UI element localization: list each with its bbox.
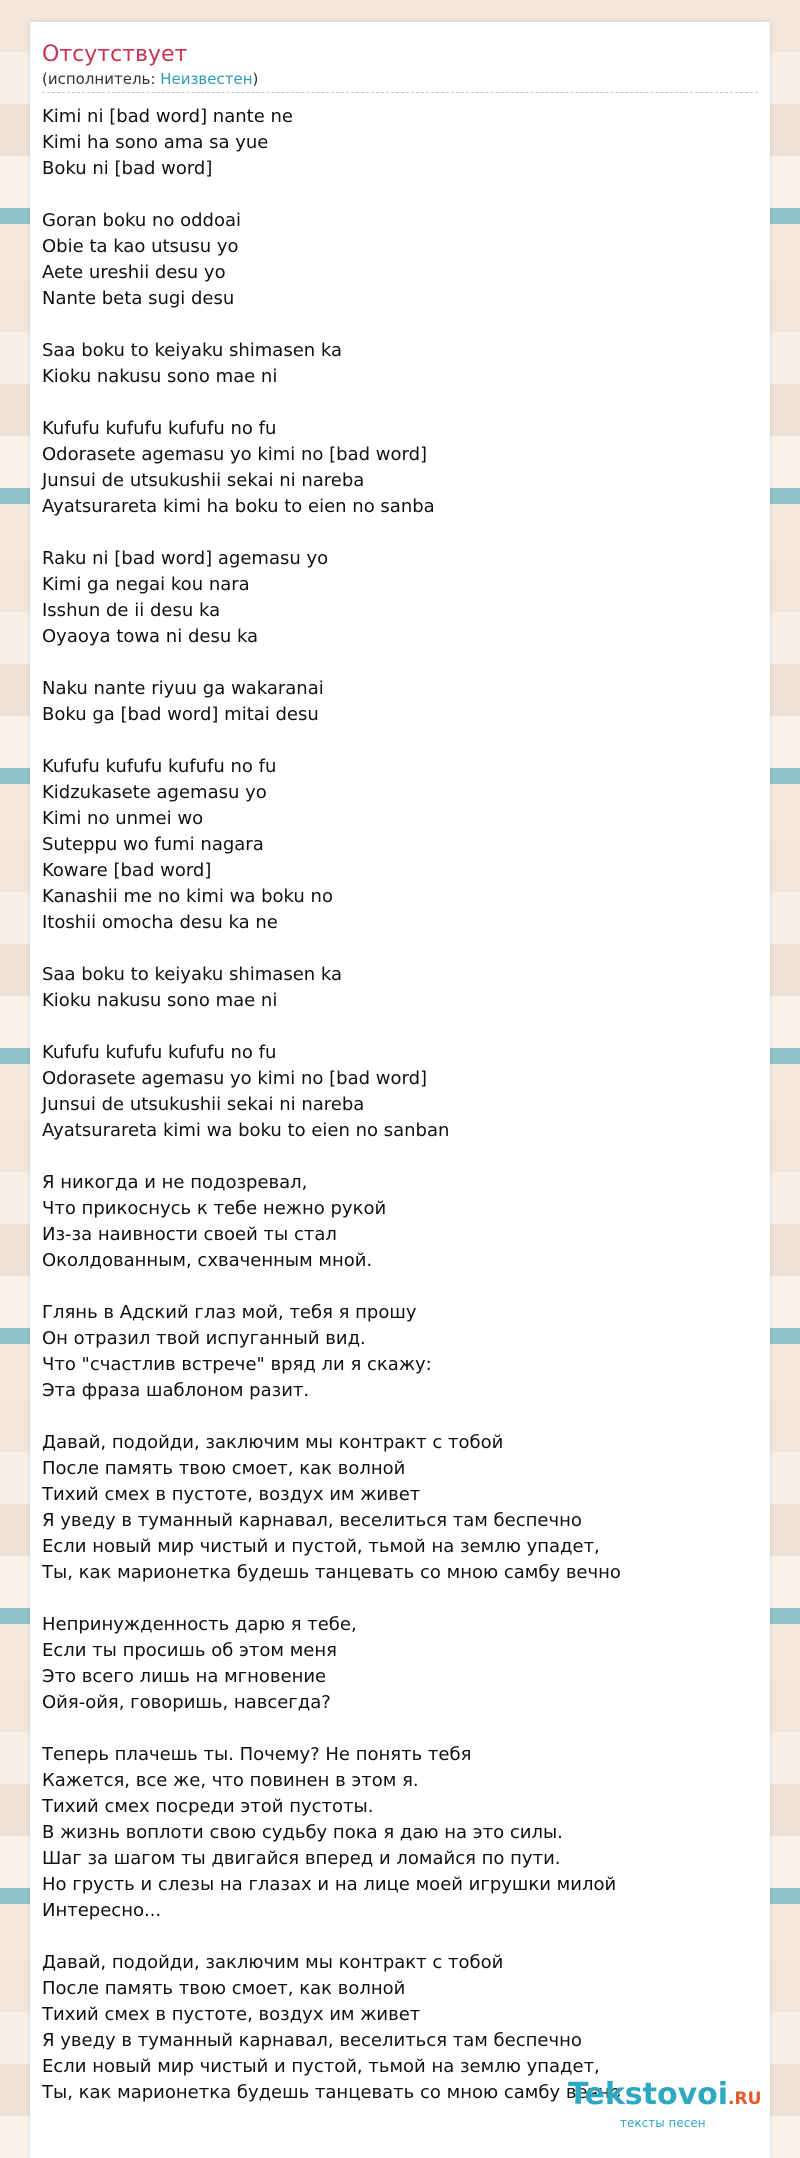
song-title: Отсутствует (42, 42, 188, 67)
lyrics-line: Я уведу в туманный карнавал, веселиться там беспечно (42, 2030, 582, 2051)
lyrics-line: Goran boku no oddoai (42, 210, 242, 231)
lyrics-stanza (42, 1430, 762, 1586)
lyrics-text (42, 104, 762, 2132)
lyrics-line: Что прикоснусь к тебе нежно рукой (42, 1198, 387, 1219)
lyrics-stanza (42, 338, 762, 390)
lyrics-stanza (42, 962, 762, 1014)
lyrics-line: Если ты просишь об этом меня (42, 1640, 337, 1661)
lyrics-stanza (42, 546, 762, 650)
lyrics-line: Теперь плачешь ты. Почему? Не понять тебя (42, 1744, 472, 1765)
lyrics-line: Kanashii me no kimi wa boku no (42, 886, 333, 907)
lyrics-stanza (42, 754, 762, 936)
lyrics-line: Если новый мир чистый и пустой, тьмой на землю упадет, (42, 1536, 600, 1557)
lyrics-line: Kioku nakusu sono mae ni (42, 990, 278, 1011)
lyrics-line: Suteppu wo fumi nagara (42, 834, 264, 855)
lyrics-line: Это всего лишь на мгновение (42, 1666, 327, 1687)
lyrics-line: Ayatsurareta kimi ha boku to eien no sanba (42, 496, 435, 517)
lyrics-line: Nante beta sugi desu (42, 288, 235, 309)
lyrics-line: После память твою смоет, как волной (42, 1978, 406, 1999)
lyrics-line: Raku ni [bad word] agemasu yo (42, 548, 329, 569)
logo-name: Tekstovoi (568, 2077, 729, 2112)
lyrics-line: Тихий смех посреди этой пустоты. (42, 1796, 374, 1817)
lyrics-line: Я никогда и не подозревал, (42, 1172, 308, 1193)
lyrics-line: Из-за наивности своей ты стал (42, 1224, 337, 1245)
lyrics-line: Oyaoya towa ni desu ka (42, 626, 259, 647)
lyrics-line: Kioku nakusu sono mae ni (42, 366, 278, 387)
lyrics-line: Давай, подойди, заключим мы контракт с тобой (42, 1432, 504, 1453)
lyrics-line: Aete ureshii desu yo (42, 262, 226, 283)
lyrics-line: Ойя-ойя, говоришь, навсегда? (42, 1692, 331, 1713)
artist-prefix: (исполнитель: (42, 70, 161, 88)
lyrics-line: Junsui de utsukushii sekai ni nareba (42, 1094, 365, 1115)
lyrics-stanza (42, 1612, 762, 1716)
lyrics-line: После память твою смоет, как волной (42, 1458, 406, 1479)
lyrics-line: Эта фраза шаблоном разит. (42, 1380, 310, 1401)
lyrics-line: Kimi ha sono ama sa yue (42, 132, 269, 153)
lyrics-line: Odorasete agemasu yo kimi no [bad word] (42, 444, 428, 465)
lyrics-line: Kimi ga negai kou nara (42, 574, 250, 595)
logo-tld: .RU (728, 2089, 762, 2109)
lyrics-line: Если новый мир чистый и пустой, тьмой на землю упадет, (42, 2056, 600, 2077)
lyrics-line: Obie ta kao utsusu yo (42, 236, 239, 257)
lyrics-line: Но грусть и слезы на глазах и на лице моей игрушки милой (42, 1874, 617, 1895)
lyrics-stanza (42, 1300, 762, 1404)
lyrics-stanza (42, 104, 762, 182)
lyrics-line: Непринужденность дарю я тебе, (42, 1614, 357, 1635)
lyrics-stanza (42, 1742, 762, 1924)
lyrics-stanza (42, 416, 762, 520)
site-logo[interactable] (568, 2078, 768, 2136)
header-divider (42, 92, 758, 93)
lyrics-line: Ты, как марионетка будешь танцевать со мною самбу вечно (42, 2082, 621, 2103)
lyrics-line: Itoshii omocha desu ka ne (42, 912, 278, 933)
lyrics-line: Boku ni [bad word] (42, 158, 213, 179)
lyrics-line: Kimi ni [bad word] nante ne (42, 106, 293, 127)
lyrics-line: Глянь в Адский глаз мой, тебя я прошу (42, 1302, 417, 1323)
lyrics-line: Kidzukasete agemasu yo (42, 782, 267, 803)
lyrics-line: В жизнь воплоти свою судьбу пока я даю на это силы. (42, 1822, 563, 1843)
lyrics-line: Junsui de utsukushii sekai ni nareba (42, 470, 365, 491)
lyrics-card (30, 22, 770, 2158)
lyrics-line: Kimi no unmei wo (42, 808, 204, 829)
artist-link[interactable]: Неизвестен (160, 70, 253, 88)
lyrics-stanza (42, 1170, 762, 1274)
lyrics-line: Что "счастлив встрече" вряд ли я скажу: (42, 1354, 432, 1375)
lyrics-line: Odorasete agemasu yo kimi no [bad word] (42, 1068, 428, 1089)
lyrics-stanza (42, 676, 762, 728)
lyrics-line: Boku ga [bad word] mitai desu (42, 704, 319, 725)
lyrics-stanza (42, 208, 762, 312)
lyrics-stanza (42, 1040, 762, 1144)
lyrics-line: Saa boku to keiyaku shimasen ka (42, 340, 343, 361)
lyrics-line: Ayatsurareta kimi wa boku to eien no sanban (42, 1120, 450, 1141)
lyrics-line: Ты, как марионетка будешь танцевать со мною самбу вечно (42, 1562, 621, 1583)
lyrics-line: Kufufu kufufu kufufu no fu (42, 1042, 277, 1063)
lyrics-line: Кажется, все же, что повинен в этом я. (42, 1770, 419, 1791)
lyrics-line: Naku nante riyuu ga wakaranai (42, 678, 324, 699)
lyrics-line: Я уведу в туманный карнавал, веселиться там беспечно (42, 1510, 582, 1531)
lyrics-line: Тихий смех в пустоте, воздух им живет (42, 2004, 421, 2025)
lyrics-line: Шаг за шагом ты двигайся вперед и ломайся по пути. (42, 1848, 561, 1869)
logo-subtitle: тексты песен (620, 2116, 706, 2130)
lyrics-line: Тихий смех в пустоте, воздух им живет (42, 1484, 421, 1505)
lyrics-line: Он отразил твой испуганный вид. (42, 1328, 366, 1349)
artist-suffix: ) (252, 70, 259, 88)
lyrics-line: Давай, подойди, заключим мы контракт с тобой (42, 1952, 504, 1973)
lyrics-line: Kufufu kufufu kufufu no fu (42, 756, 277, 777)
lyrics-line: Околдованным, схваченным мной. (42, 1250, 373, 1271)
lyrics-line: Koware [bad word] (42, 860, 212, 881)
lyrics-line: Интересно... (42, 1900, 162, 1921)
lyrics-line: Kufufu kufufu kufufu no fu (42, 418, 277, 439)
lyrics-line: Saa boku to keiyaku shimasen ka (42, 964, 343, 985)
logo-wordmark (568, 2078, 768, 2116)
lyrics-line: Isshun de ii desu ka (42, 600, 221, 621)
artist-line (42, 70, 258, 88)
